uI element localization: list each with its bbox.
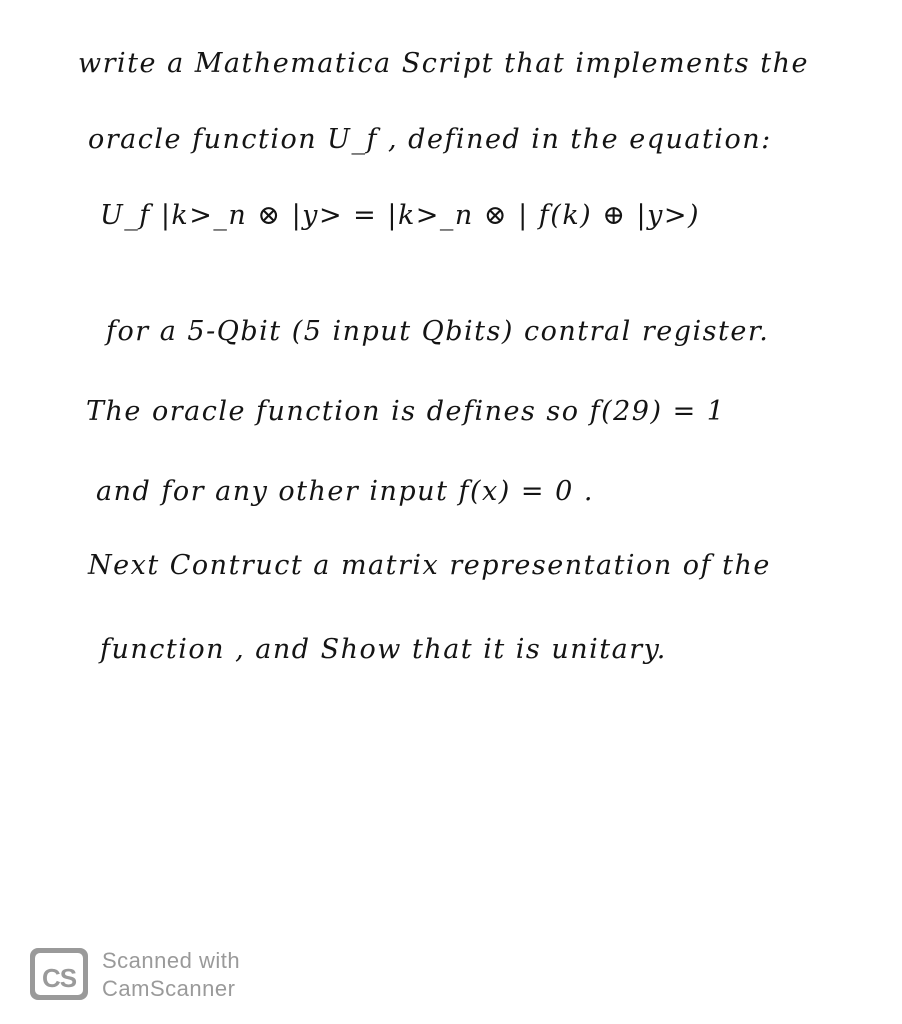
camscanner-logo-text: CS bbox=[41, 963, 77, 993]
camscanner-watermark bbox=[30, 946, 270, 1006]
text-line-4: for a 5-Qbit (5 input Qbits) contral register. bbox=[106, 316, 770, 347]
camscanner-logo-icon bbox=[30, 948, 88, 1000]
text-line-8: function , and Show that it is unitary. bbox=[100, 634, 667, 665]
text-line-2: oracle function U_f , defined in the equation: bbox=[88, 124, 772, 155]
equation-line: U_f |k>_n ⊗ |y> = |k>_n ⊗ | f(k) ⊕ |y>) bbox=[100, 200, 701, 231]
watermark-line-2: CamScanner bbox=[102, 976, 236, 1001]
text-line-5: The oracle function is defines so f(29) = 1 bbox=[86, 396, 726, 427]
text-line-7: Next Contruct a matrix representation of the bbox=[88, 550, 771, 581]
text-line-6: and for any other input f(x) = 0 . bbox=[96, 476, 594, 507]
text-line-1: write a Mathematica Script that implements the bbox=[78, 48, 809, 79]
watermark-line-1: Scanned with bbox=[102, 948, 241, 973]
